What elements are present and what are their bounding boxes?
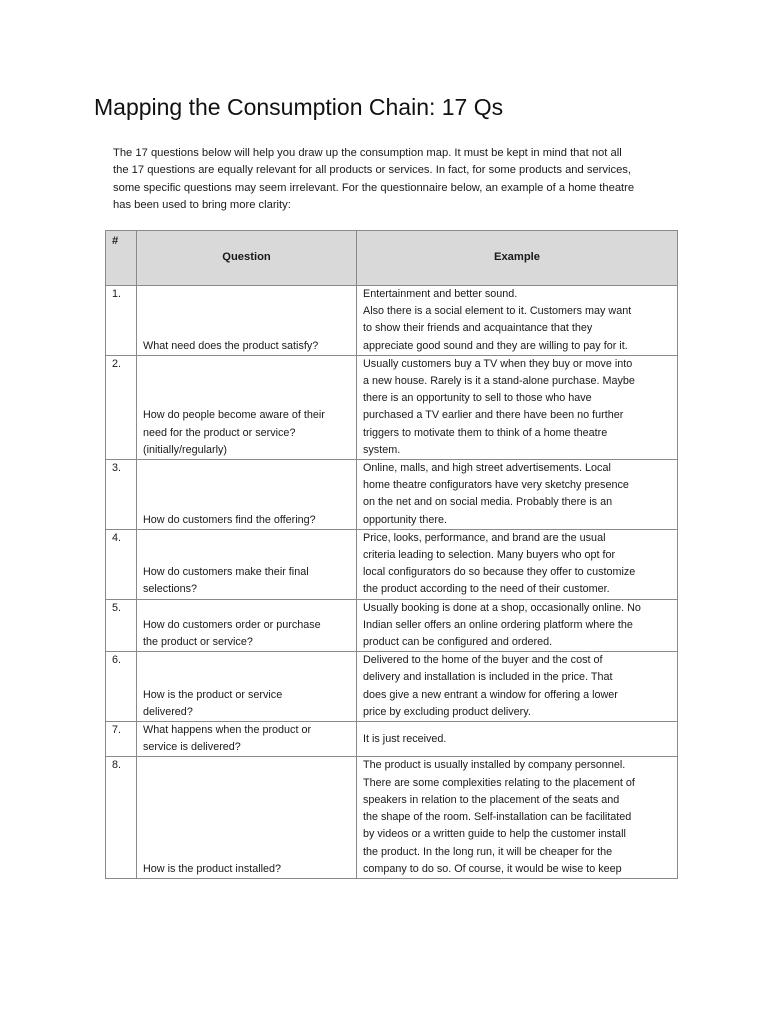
page-title: Mapping the Consumption Chain: 17 Qs	[94, 94, 504, 120]
example-text: opportunity there.	[363, 513, 448, 526]
column-header-question: Question	[137, 231, 357, 286]
example-cell	[357, 722, 678, 757]
question-cell	[137, 652, 357, 722]
example-text: Usually booking is done at a shop, occasionally online. No	[363, 601, 641, 614]
example-text: by videos or a written guide to help the customer install	[363, 828, 626, 841]
question-text: How is the product or service	[143, 688, 283, 701]
example-text: on the net and on social media. Probably there is an	[363, 496, 613, 509]
question-cell	[137, 722, 357, 757]
table-row	[106, 355, 678, 459]
question-text: How do customers make their final	[143, 566, 309, 579]
question-text: What need does the product satisfy?	[143, 339, 319, 352]
table-row	[106, 652, 678, 722]
example-cell	[357, 355, 678, 459]
row-number: 1.	[106, 286, 137, 356]
example-text: delivery and installation is included in the price. That	[363, 671, 613, 684]
example-text: The product is usually installed by company personnel.	[363, 759, 626, 772]
example-text: triggers to motivate them to think of a home theatre	[363, 426, 608, 439]
row-number: 7.	[106, 722, 137, 757]
example-text: the product according to the need of their customer.	[363, 583, 610, 596]
intro-line: The 17 questions below will help you draw up the consumption map. It must be kept in mind that not all	[113, 147, 622, 159]
question-text: How do people become aware of their	[143, 409, 325, 422]
example-text: local configurators do so because they offer to customize	[363, 566, 636, 579]
row-number: 5.	[106, 599, 137, 652]
example-cell	[357, 599, 678, 652]
question-cell	[137, 355, 357, 459]
example-text: the product. In the long run, it will be cheaper for the	[363, 845, 613, 858]
column-header-number: #	[106, 231, 137, 286]
questions-table	[105, 230, 678, 879]
example-text: It is just received.	[363, 732, 447, 745]
example-text: Delivered to the home of the buyer and the cost of	[363, 654, 603, 667]
example-text: purchased a TV earlier and there have been no further	[363, 409, 624, 422]
row-number: 4.	[106, 529, 137, 599]
example-text: product can be configured and ordered.	[363, 636, 553, 649]
question-cell	[137, 460, 357, 530]
example-text: there is an opportunity to sell to those who have	[363, 392, 592, 405]
question-text: What happens when the product or	[143, 724, 312, 737]
example-text: appreciate good sound and they are willing to pay for it.	[363, 339, 628, 352]
question-cell	[137, 286, 357, 356]
example-text: system.	[363, 443, 401, 456]
example-text: Entertainment and better sound.	[363, 288, 518, 300]
example-text: criteria leading to selection. Many buyers who opt for	[363, 549, 616, 562]
example-text: Also there is a social element to it. Customers may want	[363, 305, 632, 318]
table-row	[106, 722, 678, 757]
table-row	[106, 757, 678, 878]
question-text: selections?	[143, 583, 198, 596]
intro-paragraph	[113, 145, 683, 214]
question-text: How is the product installed?	[143, 862, 282, 875]
question-text: How do customers order or purchase	[143, 618, 321, 631]
example-cell	[357, 460, 678, 530]
table-row	[106, 529, 678, 599]
example-text: speakers in relation to the placement of the seats and	[363, 793, 620, 806]
question-cell	[137, 757, 357, 878]
row-number: 3.	[106, 460, 137, 530]
question-cell	[137, 599, 357, 652]
intro-line: some specific questions may seem irrelevant. For the questionnaire below, an example of a home theatre	[113, 181, 635, 194]
table-row	[106, 599, 678, 652]
column-header-example: Example	[357, 231, 678, 286]
question-text: need for the product or service?	[143, 426, 296, 439]
example-text: There are some complexities relating to the placement of	[363, 776, 635, 789]
example-text: Online, malls, and high street advertisements. Local	[363, 462, 611, 475]
example-text: to show their friends and acquaintance that they	[363, 322, 593, 335]
question-text: How do customers find the offering?	[143, 513, 316, 526]
example-text: the shape of the room. Self-installation can be facilitated	[363, 811, 632, 824]
question-text: (initially/regularly)	[143, 443, 227, 456]
question-cell	[137, 529, 357, 599]
example-text: a new house. Rarely is it a stand-alone purchase. Maybe	[363, 375, 635, 388]
example-text: Usually customers buy a TV when they buy or move into	[363, 357, 633, 370]
example-text: home theatre configurators have very sketchy presence	[363, 479, 629, 492]
table-row	[106, 460, 678, 530]
row-number: 2.	[106, 355, 137, 459]
example-text: company to do so. Of course, it would be wise to keep	[363, 862, 622, 875]
intro-line: the 17 questions are equally relevant for all products or services. In fact, for some products and services,	[113, 164, 631, 177]
row-number: 6.	[106, 652, 137, 722]
example-text: price by excluding product delivery.	[363, 705, 531, 718]
row-number: 8.	[106, 757, 137, 878]
example-text: Indian seller offers an online ordering platform where the	[363, 618, 633, 631]
example-cell	[357, 757, 678, 878]
table-row	[106, 286, 678, 356]
question-text: service is delivered?	[143, 741, 241, 754]
example-text: does give a new entrant a window for offering a lower	[363, 688, 618, 701]
example-cell	[357, 286, 678, 356]
intro-line: has been used to bring more clarity:	[113, 198, 291, 211]
table-header-row	[106, 231, 678, 286]
example-cell	[357, 529, 678, 599]
question-text: the product or service?	[143, 636, 253, 649]
example-text: Price, looks, performance, and brand are the usual	[363, 531, 606, 544]
example-cell	[357, 652, 678, 722]
question-text: delivered?	[143, 705, 193, 718]
